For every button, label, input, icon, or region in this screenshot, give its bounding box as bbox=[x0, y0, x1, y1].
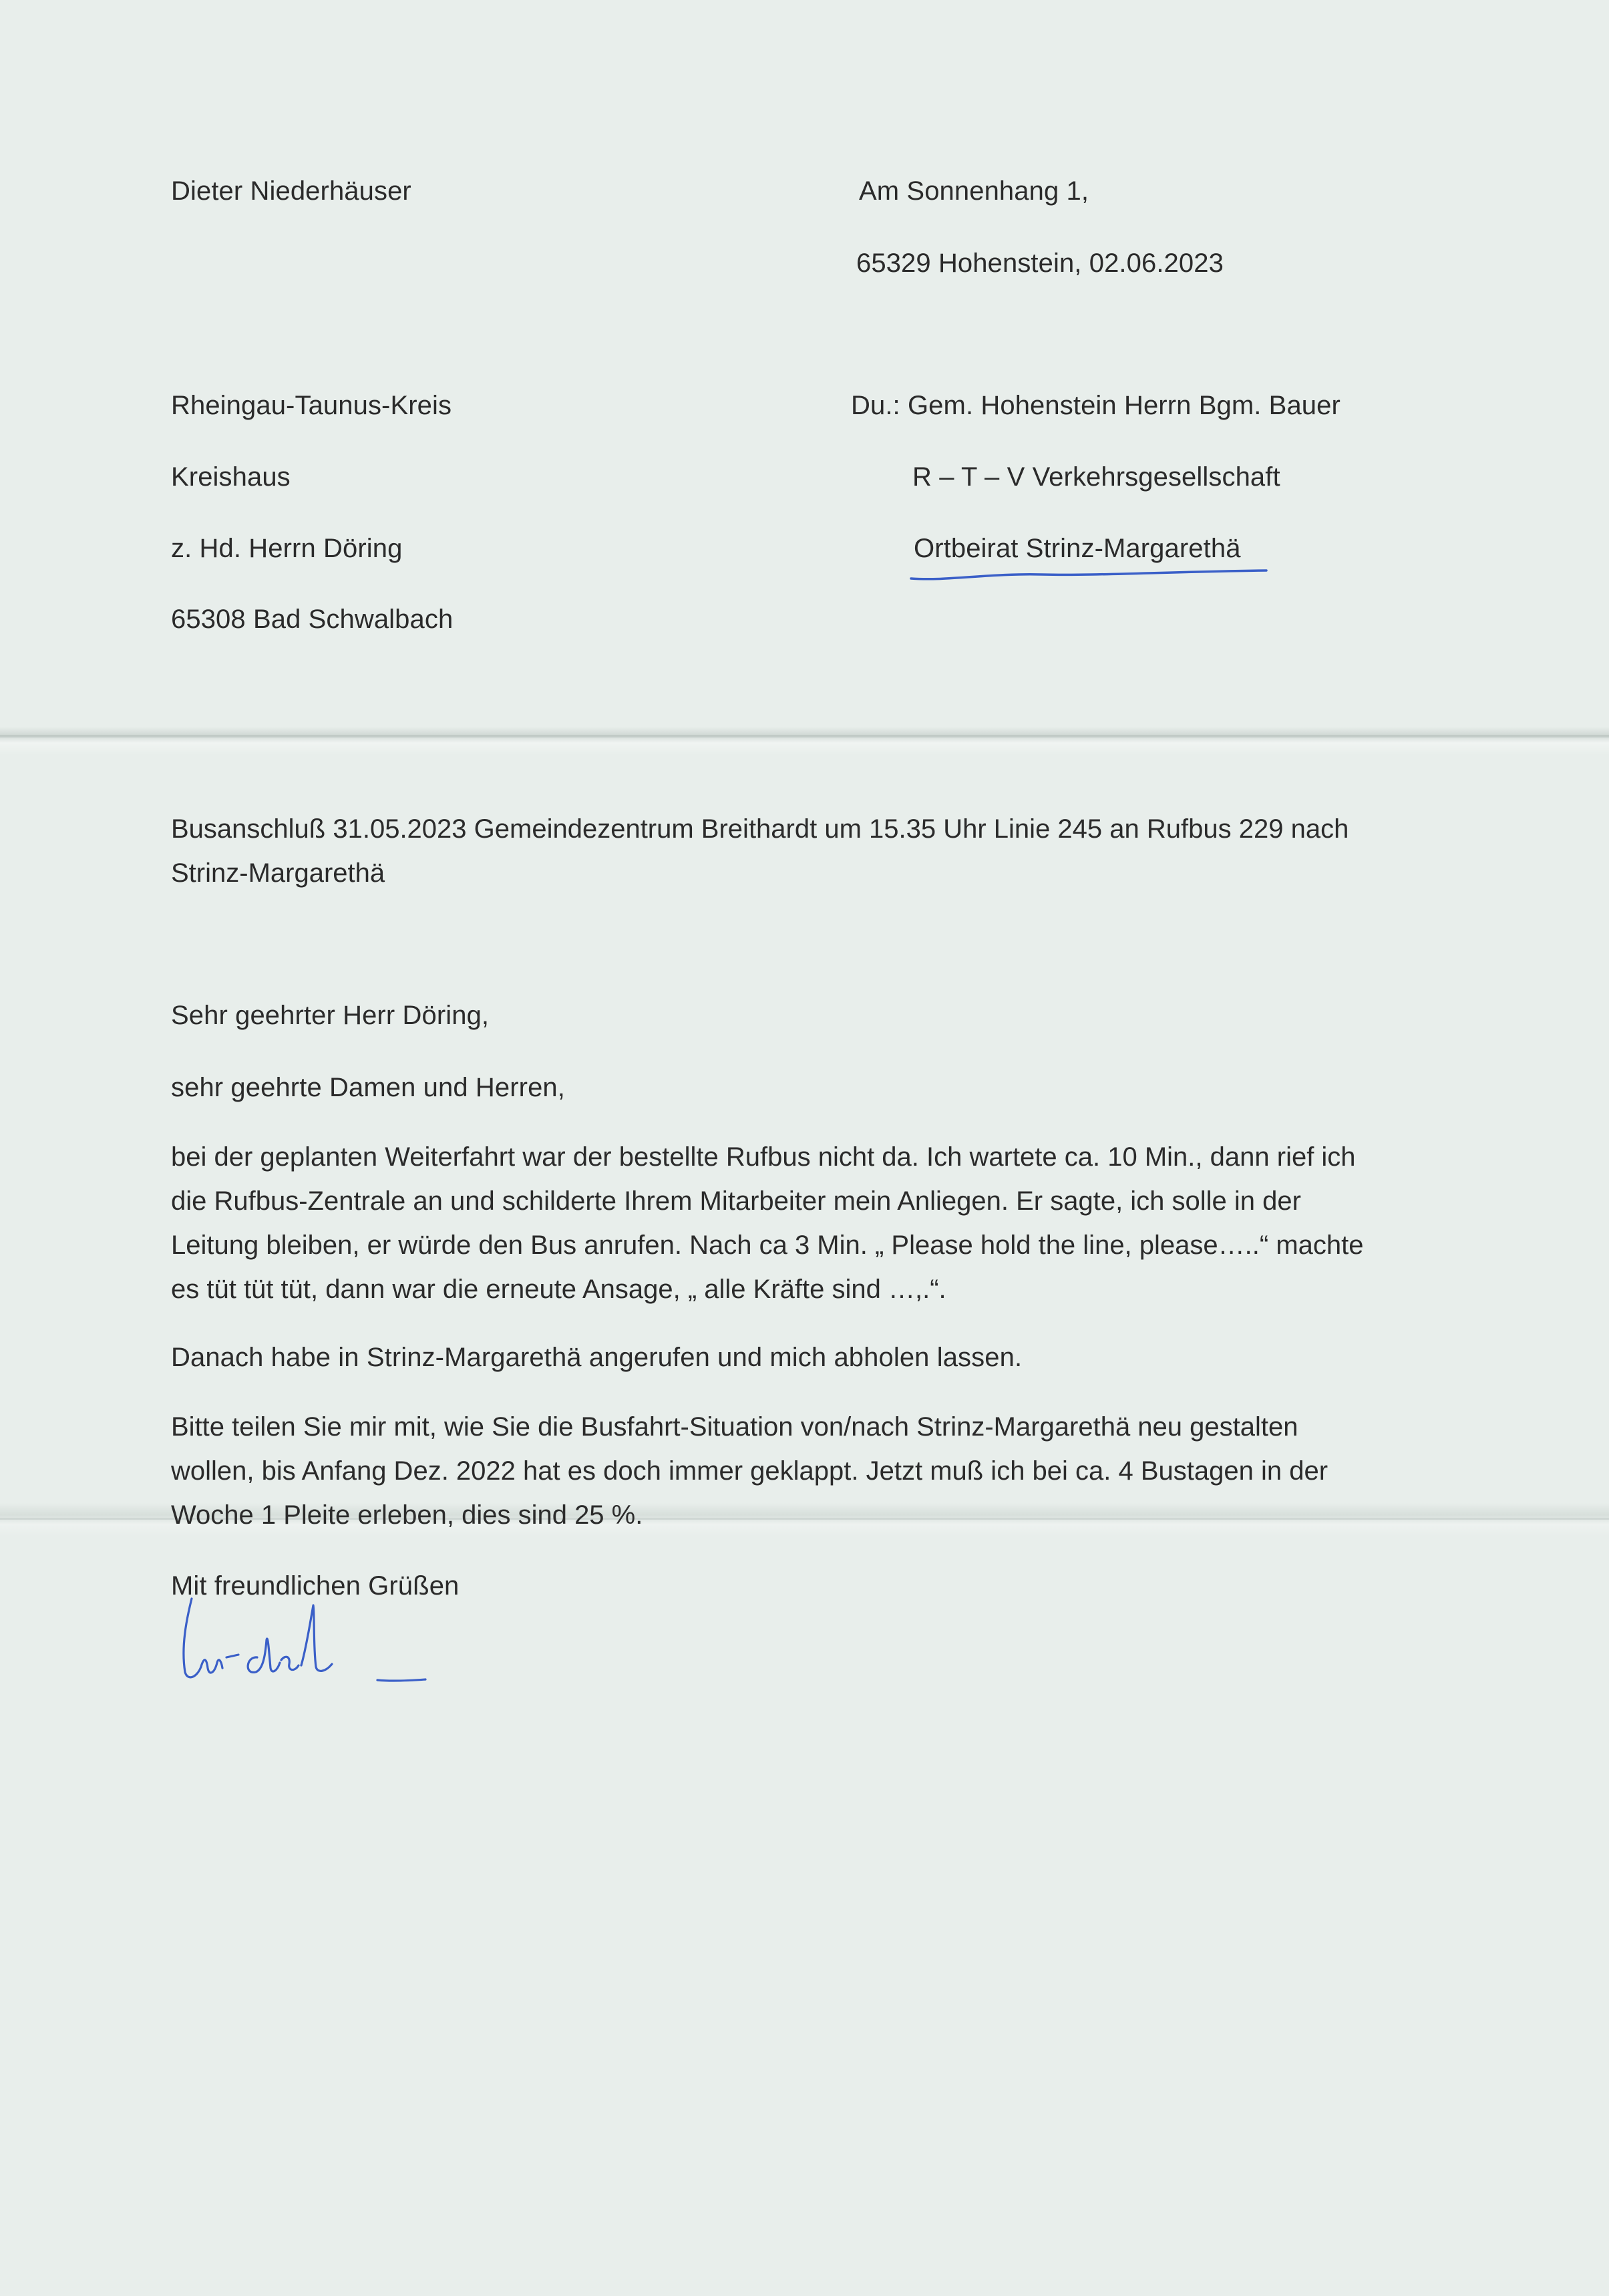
body-line: Leitung bleiben, er würde den Bus anrufen. Nach ca 3 Min. „ Please hold the line, please…..“ machte bbox=[171, 1231, 1364, 1260]
copy-recipient-line: R – T – V Verkehrsgesellschaft bbox=[912, 462, 1280, 492]
salutation: sehr geehrte Damen und Herren, bbox=[171, 1073, 565, 1102]
paper-fold-line bbox=[0, 735, 1609, 737]
copy-recipient-line: Du.: Gem. Hohenstein Herrn Bgm. Bauer bbox=[851, 391, 1340, 420]
sender-name: Dieter Niederhäuser bbox=[171, 176, 411, 206]
copy-recipient-line: Ortbeirat Strinz-Margarethä bbox=[914, 534, 1241, 563]
body-line: wollen, bis Anfang Dez. 2022 hat es doch immer geklappt. Jetzt muß ich bei ca. 4 Bustagen in der bbox=[171, 1456, 1328, 1486]
subject-line bbox=[171, 807, 1480, 895]
recipient-line: 65308 Bad Schwalbach bbox=[171, 605, 454, 634]
body-line: Woche 1 Pleite erleben, dies sind 25 %. bbox=[171, 1500, 643, 1530]
recipient-line: z. Hd. Herrn Döring bbox=[171, 534, 403, 563]
body-paragraph bbox=[171, 1405, 1480, 1537]
handwritten-signature bbox=[177, 1593, 431, 1693]
subject-text: Strinz-Margarethä bbox=[171, 858, 385, 888]
salutation: Sehr geehrter Herr Döring, bbox=[171, 1001, 490, 1030]
recipient-line: Kreishaus bbox=[171, 462, 291, 492]
recipient-line: Rheingau-Taunus-Kreis bbox=[171, 391, 452, 420]
body-line: Bitte teilen Sie mir mit, wie Sie die Busfahrt-Situation von/nach Strinz-Margarethä neu gestalten bbox=[171, 1412, 1298, 1442]
sender-city-date: 65329 Hohenstein, 02.06.2023 bbox=[856, 249, 1224, 278]
body-line: bei der geplanten Weiterfahrt war der bestellte Rufbus nicht da. Ich wartete ca. 10 Min., dann rief ich bbox=[171, 1142, 1356, 1172]
closing: Mit freundlichen Grüßen bbox=[171, 1571, 460, 1601]
handwritten-underline bbox=[908, 568, 1269, 588]
sender-street: Am Sonnenhang 1, bbox=[859, 176, 1089, 206]
subject-text: Busanschluß 31.05.2023 Gemeindezentrum Breithardt um 15.35 Uhr Linie 245 an Rufbus 229 nach bbox=[171, 814, 1349, 844]
body-line: es tüt tüt tüt, dann war die erneute Ansage, „ alle Kräfte sind …,.“. bbox=[171, 1275, 946, 1304]
body-paragraph bbox=[171, 1135, 1480, 1311]
body-paragraph: Danach habe in Strinz-Margarethä angerufen und mich abholen lassen. bbox=[171, 1343, 1023, 1372]
body-line: die Rufbus-Zentrale an und schilderte Ihrem Mitarbeiter mein Anliegen. Er sagte, ich solle in der bbox=[171, 1186, 1301, 1216]
